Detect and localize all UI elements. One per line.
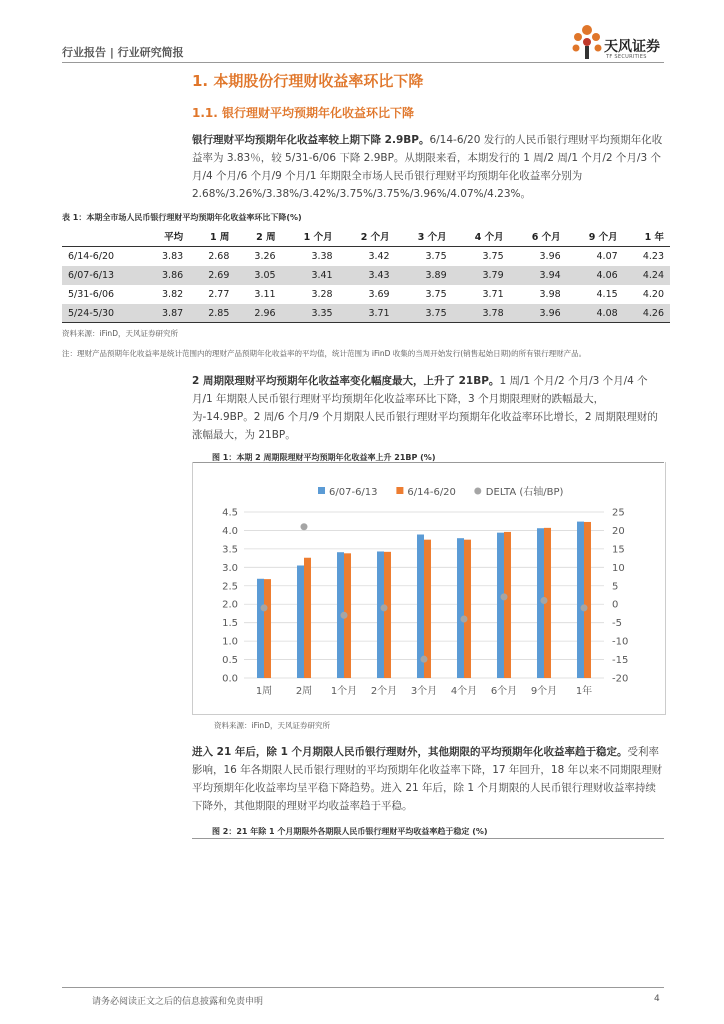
table-1-note: 注：理财产品预期年化收益率是统计范围内的理财产品预期年化收益率的平均值，统计范围为 iFinD 收集的当周开始发行(销售起始日期)的所有银行理财产品。	[62, 349, 587, 358]
legend-marker	[474, 488, 481, 495]
legend-marker	[396, 487, 403, 494]
table-cell: 3.75	[425, 251, 447, 262]
table-header-cell: 2 个月	[339, 226, 396, 247]
table-cell: 2.77	[208, 289, 230, 300]
tf-logo-icon	[570, 22, 604, 60]
y-tick-label-left: 1.5	[222, 618, 238, 630]
table-cell: 4.20	[642, 289, 664, 300]
y-tick-label-left: 0.5	[222, 655, 238, 667]
table-cell: 4.15	[596, 289, 618, 300]
header-divider	[62, 62, 664, 63]
table-cell: 3.75	[396, 304, 453, 323]
table-cell: 5/24-5/30	[62, 304, 143, 323]
y-tick-label-right: 10	[612, 562, 625, 574]
bar	[264, 579, 271, 678]
table-cell: 3.05	[235, 266, 281, 285]
header-breadcrumb: 行业报告 | 行业研究简报	[62, 46, 184, 59]
bar	[584, 522, 591, 678]
table-cell: 4.07	[596, 251, 618, 262]
table-cell: 6/14-6/20	[68, 251, 115, 262]
table-header-row	[62, 226, 670, 247]
table-cell: 3.83	[162, 251, 184, 262]
table-cell: 3.78	[453, 304, 510, 323]
table-row	[62, 285, 670, 304]
table-cell: 3.28	[311, 289, 333, 300]
table-cell: 3.87	[143, 304, 189, 323]
legend-label: DELTA (右轴/BP)	[485, 487, 564, 498]
table-header-cell: 2 周	[235, 226, 281, 247]
y-tick-label-left: 4.0	[222, 525, 238, 537]
bar	[457, 538, 464, 678]
table-cell: 3.96	[539, 251, 561, 262]
x-tick-label: 1年	[575, 686, 593, 697]
table-1-source: 资料来源：iFinD，天风证券研究所	[62, 329, 178, 338]
paragraph-1-body: 6/14-6/20 发行的人民币银行理财平均预期年化收益率为 3.83％，较 5/31-6/06 下降 2.9BP。从期限来看，本期发行的 1 周/2 周/1 个月/2 个月/3 个月/4 个月/6 个月/9 个月/1 年期限全市场人民币银行理财平均预期年化收益率分别为 2.68%/3.26%/3.38%/3.42%/3.75%/3.75%/3.96%/4.07%/4.23%。	[192, 134, 663, 200]
table-bottom-rule	[62, 322, 670, 323]
y-tick-label-left: 0.0	[222, 673, 238, 685]
section-heading: 1. 本期股份行理财收益率环比下降	[192, 72, 424, 90]
delta-point	[421, 656, 428, 663]
bar	[504, 532, 511, 678]
table-cell: 3.35	[282, 304, 339, 323]
y-tick-label-right: 20	[612, 525, 625, 537]
table-header-cell: 3 个月	[396, 226, 453, 247]
table-cell: 6/07-6/13	[62, 266, 143, 285]
x-tick-label: 3个月	[410, 686, 438, 697]
bar	[497, 533, 504, 678]
legend-label: 6/07-6/13	[329, 487, 378, 498]
table-header-cell: 1 周	[189, 226, 235, 247]
table-cell: 4.08	[567, 304, 624, 323]
table-cell: 3.75	[425, 289, 447, 300]
x-tick-label: 2个月	[370, 686, 398, 697]
table-cell: 3.79	[453, 266, 510, 285]
table-row	[62, 266, 670, 285]
paragraph-2-lead: 2 周期限理财平均预期年化收益率变化幅度最大，上升了 21BP。	[192, 375, 500, 387]
y-tick-label-right: -15	[612, 655, 629, 667]
y-tick-label-right: 15	[612, 544, 625, 556]
table-cell: 2.68	[208, 251, 230, 262]
delta-point	[381, 604, 388, 611]
table-cell: 3.71	[339, 304, 396, 323]
yield-table	[62, 226, 670, 323]
y-tick-label-right: 25	[612, 507, 625, 519]
subsection-heading: 1.1. 银行理财平均预期年化收益环比下降	[192, 106, 414, 120]
table-cell: 3.43	[339, 266, 396, 285]
y-tick-label-left: 3.5	[222, 544, 238, 556]
y-tick-label-left: 2.5	[222, 581, 238, 593]
table-cell: 3.38	[311, 251, 333, 262]
table-cell: 3.86	[143, 266, 189, 285]
table-header-cell: 4 个月	[453, 226, 510, 247]
y-tick-label-right: -5	[612, 618, 622, 630]
legend-label: 6/14-6/20	[407, 487, 456, 498]
table-1-caption: 表 1：本期全市场人民币银行理财平均预期年化收益率环比下降(%)	[62, 213, 302, 222]
table-cell: 2.96	[235, 304, 281, 323]
x-tick-label: 1周	[255, 686, 273, 697]
table-cell: 5/31-6/06	[68, 289, 115, 300]
table-cell: 3.42	[368, 251, 390, 262]
bar	[464, 540, 471, 678]
table-cell: 3.69	[368, 289, 390, 300]
figure-1-chart	[192, 464, 664, 710]
delta-point	[461, 615, 468, 622]
figure-1-source: 资料来源：iFinD，天风证券研究所	[214, 721, 330, 730]
table-cell: 3.41	[282, 266, 339, 285]
table-cell: 3.98	[539, 289, 561, 300]
table-header-cell	[62, 226, 143, 247]
figure-2-caption: 图 2：21 年除 1 个月期限外各期限人民币银行理财平均收益率趋于稳定 (%)	[212, 827, 488, 836]
table-cell: 4.24	[624, 266, 670, 285]
table-header-cell: 1 个月	[282, 226, 339, 247]
x-tick-label: 9个月	[530, 686, 558, 697]
y-tick-label-right: -10	[612, 636, 629, 648]
table-cell: 4.26	[624, 304, 670, 323]
paragraph-1	[192, 131, 664, 203]
delta-point	[261, 604, 268, 611]
table-cell: 2.69	[189, 266, 235, 285]
bar	[577, 522, 584, 678]
y-tick-label-left: 3.0	[222, 562, 238, 574]
table-header-cell: 平均	[143, 226, 189, 247]
bar	[377, 551, 384, 678]
table-cell: 4.06	[567, 266, 624, 285]
legend-marker	[318, 487, 325, 494]
table-cell: 3.89	[396, 266, 453, 285]
bar	[304, 558, 311, 678]
table-header-cell: 6 个月	[510, 226, 567, 247]
table-cell: 4.23	[642, 251, 664, 262]
delta-point	[341, 612, 348, 619]
paragraph-3-lead: 进入 21 年后，除 1 个月期限人民币银行理财外，其他期限的平均预期年化收益率趋于稳定。	[192, 746, 628, 758]
page-number: 4	[654, 994, 660, 1004]
table-cell: 3.11	[254, 289, 276, 300]
bar	[384, 552, 391, 678]
x-tick-label: 2周	[295, 686, 313, 697]
table-cell: 3.26	[254, 251, 276, 262]
y-tick-label-right: 5	[612, 581, 619, 593]
table-row	[62, 247, 670, 267]
y-tick-label-left: 4.5	[222, 507, 238, 519]
y-tick-label-right: 0	[612, 599, 619, 611]
paragraph-3	[192, 743, 664, 815]
y-tick-label-right: -20	[612, 673, 629, 685]
table-cell: 3.96	[510, 304, 567, 323]
delta-point	[301, 523, 308, 530]
paragraph-2-body: 1 周/1 个月/2 个月/3 个月/4 个月/1 年期限人民币银行理财平均预期年化收益率环比下降，3 个月期限理财的跌幅最大，为-14.9BP。2 周/6 个月/9 个月期限人民币银行理财平均预期年化收益率环比增长，2 周期限理财的涨幅最大，为 21BP。	[192, 375, 658, 441]
table-header-cell: 9 个月	[567, 226, 624, 247]
x-tick-label: 6个月	[490, 686, 518, 697]
x-tick-label: 1个月	[330, 686, 358, 697]
figure-2-top-rule	[192, 838, 664, 839]
y-tick-label-left: 1.0	[222, 636, 238, 648]
bar	[257, 579, 264, 678]
table-header-cell: 1 年	[624, 226, 670, 247]
delta-point	[541, 597, 548, 604]
footer-divider	[62, 987, 664, 988]
table-row	[62, 304, 670, 323]
table-cell: 3.94	[510, 266, 567, 285]
paragraph-1-lead: 银行理财平均预期年化收益率较上期下降 2.9BP。	[192, 134, 430, 146]
paragraph-2	[192, 372, 664, 444]
footer-disclaimer: 请务必阅读正文之后的信息披露和免责申明	[92, 997, 264, 1007]
delta-point	[501, 593, 508, 600]
figure-1-caption: 图 1：本期 2 周期限理财平均预期年化收益率上升 21BP (%)	[212, 453, 436, 462]
table-cell: 3.75	[482, 251, 504, 262]
bar	[297, 565, 304, 678]
logo-wordmark: 天风证券	[604, 39, 660, 55]
table-cell: 3.82	[162, 289, 184, 300]
table-cell: 3.71	[482, 289, 504, 300]
delta-point	[581, 604, 588, 611]
paragraph-3-body: 受利率影响，16 年各期限人民币银行理财的平均预期年化收益率下降，17 年回升，18 年以来不同期限理财平均预期年化收益率均呈平稳下降趋势。进入 21 年后，除 1 个月期限的人民币银行理财收益率持续下降外，其他期限的理财平均收益率趋于平稳。	[192, 746, 663, 812]
logo-subtitle: TF SECURITIES	[606, 54, 647, 60]
table-cell: 2.85	[189, 304, 235, 323]
y-tick-label-left: 2.0	[222, 599, 238, 611]
x-tick-label: 4个月	[450, 686, 478, 697]
